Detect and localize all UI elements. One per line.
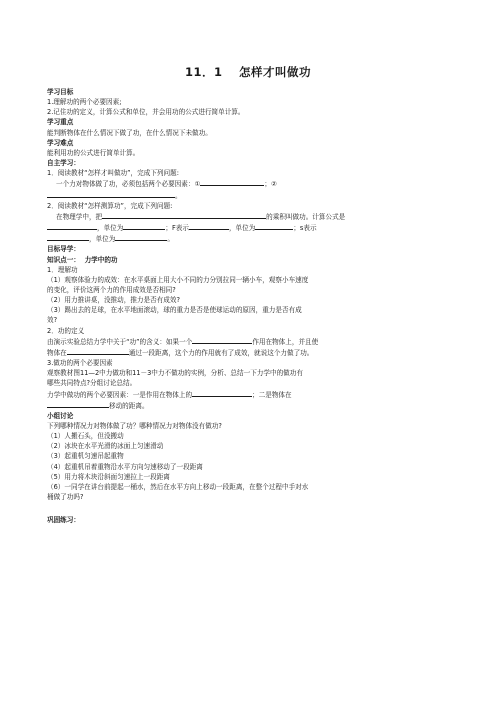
question-text: ，单位为 (89, 235, 116, 244)
fill-blank[interactable] (47, 400, 109, 408)
question-text: 在物理学中，把 (56, 212, 103, 221)
question-text: 。 (167, 235, 174, 244)
group-item-6-cont: 桶做了功吗? (47, 493, 84, 502)
group-question: 下列哪种情况力对物体做了功？哪种情况力对物体没有做功? (47, 422, 222, 430)
fill-blank[interactable] (189, 222, 229, 230)
self-study-q1-line (47, 178, 462, 189)
goal-item-2: 2.记住功的定义，计算公式和单位，并会用功的公式进行简单计算。 (47, 108, 245, 117)
self-study-q2-line2 (47, 222, 462, 233)
question-text: 通过一段距离，这个力的作用就有了成效，就说这个力做了功。 (128, 348, 314, 357)
section-heading-group: 小组讨论 (47, 411, 74, 420)
item-text: 的变化，评价这两个力的作用成效是否相同? (47, 285, 176, 294)
fill-blank[interactable] (115, 233, 167, 241)
subsection-understand-work: 1．理解功 (47, 265, 78, 274)
fill-blank[interactable] (67, 347, 129, 355)
question-text: ，单位为 (228, 224, 256, 233)
definition-line2 (47, 347, 462, 358)
knowledge-point-1 (47, 255, 462, 265)
self-study-q2: 2．阅读教材“怎样测算功”，完成下列问题: (47, 201, 173, 210)
item-text: （1）观察体验力的成效：在水平桌面上用大小不同的力分别拉同一辆小车，观察小车速度 (47, 275, 309, 284)
self-study-q1: 1．阅读教材“怎样才叫做功”，完成下列问题: (47, 169, 179, 178)
group-item-5: （5）用力将木块沿斜面匀速拉上一段距离 (47, 472, 170, 481)
item-text: 效? (47, 316, 58, 325)
question-text: 移动的距离。 (109, 401, 149, 410)
question-text: 。 (175, 191, 182, 200)
difficulty-text: 能利用功的公式进行简单计算。 (47, 148, 140, 157)
subsection-definition: 2．功的定义 (47, 326, 85, 335)
knowledge-title: 力学中的功 (84, 255, 118, 264)
question-text: 一个力对物体做了功，必须包括两个必要因素：① (56, 180, 201, 189)
fill-blank[interactable] (192, 336, 252, 344)
fill-blank[interactable] (47, 233, 89, 241)
page-title: 11．1 怎样才叫做功 (184, 65, 311, 79)
goal-item-1: 1.理解功的两个必要因素; (47, 98, 122, 107)
key-point-text: 能判断物体在什么情况下做了功，在什么情况下未做功。 (47, 128, 212, 137)
self-study-q2-line3 (47, 233, 462, 244)
fill-blank[interactable] (200, 178, 264, 186)
fill-blank[interactable] (255, 222, 293, 230)
section-heading-practice: 巩固练习： (47, 516, 80, 525)
fill-blank[interactable] (47, 190, 175, 198)
fill-blank[interactable] (102, 211, 266, 219)
question-text: ；二是物体在 (252, 390, 292, 399)
self-study-q1-line2 (47, 190, 462, 201)
question-text: ；② (264, 180, 277, 189)
question-text: 作用在物体上，并且使 (252, 337, 319, 346)
definition-line (47, 336, 462, 347)
fill-blank[interactable] (47, 222, 97, 230)
knowledge-label: 知识点一： (47, 255, 80, 264)
item-text: 观察教材图11—2中力做功和11－3中力不做功的实例，分析、总结一下力学中的做功有 (47, 369, 303, 378)
question-text: ，单位为 (97, 224, 124, 233)
self-study-q2-line (47, 211, 462, 222)
group-item-1: （1）人搬石头，但没搬动 (47, 432, 124, 441)
item-text: （3）踢出去的足球，在水平地面滚动，球的重力是否是使球运动的原因，重力是否有成 (47, 306, 302, 315)
question-text: ；F表示 (165, 224, 189, 233)
group-item-3: （3）起重机匀速吊起重物 (47, 452, 124, 461)
question-text: 物体在 (47, 348, 67, 357)
question-text: 由演示实验总结力学中关于“功”的含义：如果一个 (47, 337, 193, 346)
fill-blank[interactable] (192, 389, 252, 397)
group-item-4: （4）起重机吊着重物沿水平方向匀速移动了一段距离 (47, 462, 203, 471)
section-heading-key-points: 学习重点 (47, 118, 74, 127)
document-body (47, 87, 462, 525)
subsection-factors: 3.做功的两个必要因素 (47, 359, 113, 368)
section-heading-goals: 学习目标 (47, 88, 74, 96)
section-heading-difficulty: 学习难点 (47, 138, 74, 147)
fill-blank[interactable] (123, 222, 165, 230)
section-heading-guided: 目标导学： (47, 245, 80, 254)
question-text: ；s表示 (293, 224, 317, 233)
spacer (47, 502, 462, 515)
factors-line (47, 389, 462, 400)
group-item-6: （6）一同学在讲台前提起一桶水，然后在水平方向上移动一段距离，在整个过程中手对水 (47, 482, 309, 491)
item-text: （2）用力推讲桌，没推动，推力是否有成效? (47, 296, 180, 305)
item-text: 哪些共同特点?分组讨论总结。 (47, 379, 137, 388)
question-text: 的乘积叫做功。计算公式是 (266, 212, 346, 221)
group-item-2: （2）冰块在水平光滑的冰面上匀速滑动 (47, 442, 164, 451)
factors-line2 (47, 400, 462, 411)
section-heading-self-study: 自主学习： (47, 159, 80, 168)
question-text: 力学中做功的两个必要因素：一是作用在物体上的 (47, 390, 193, 399)
